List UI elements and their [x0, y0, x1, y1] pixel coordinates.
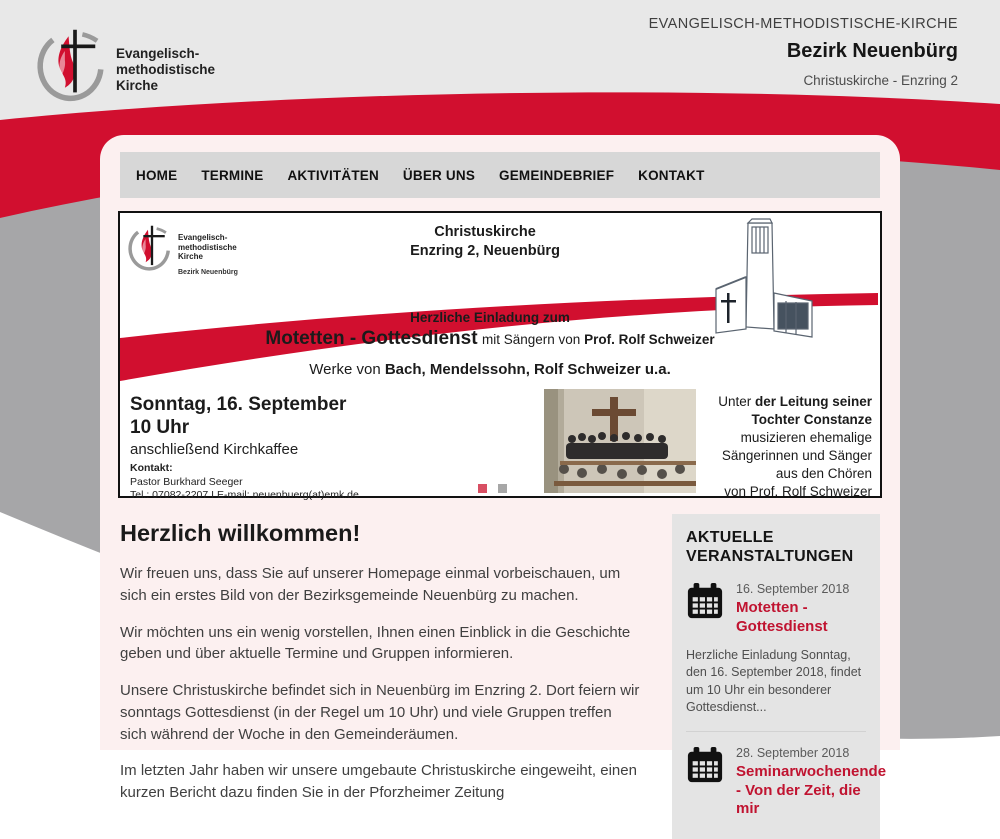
logo-line: Kirche	[116, 77, 159, 93]
intro-paragraph: Wir freuen uns, dass Sie auf unserer Homepage einmal vorbeischauen, um sich ein erstes Bild von der Bezirksgemeinde Neuenbürg zu machen.	[120, 565, 621, 604]
event-description: Herzliche Einladung Sonntag, den 16. September 2018, findet um 10 Uhr ein besonderer Gottesdienst...	[686, 647, 862, 715]
site-header	[0, 0, 1000, 120]
main-column	[120, 514, 642, 839]
works-prefix: Werke von	[309, 361, 385, 378]
side-note-line: Sängerinnen und Sänger	[721, 447, 872, 463]
logo-line: Evangelisch-	[116, 46, 200, 61]
contact-block	[130, 462, 359, 503]
slider-dot-active[interactable]	[478, 484, 487, 493]
banner-location-line: Enzring 2, Neuenbürg	[410, 242, 560, 259]
event-title: Motetten - Gottesdienst	[265, 328, 478, 349]
event-time: 10 Uhr	[130, 417, 190, 439]
event-director: Prof. Rolf Schweizer	[584, 332, 715, 347]
event-link[interactable]: Seminarwochenende - Von der Zeit, die mir	[736, 762, 887, 818]
intro-paragraph: Unsere Christuskirche befindet sich in Neuenbürg im Enzring 2. Dort feiern wir sonntags Gottesdienst (in der Regel um 10 Uhr) und viele Gruppen treffen sich während der Woche in den Gemeinderäumen.	[120, 682, 640, 743]
site-logo[interactable]	[40, 24, 215, 100]
event-date: 16. September 2018	[736, 582, 850, 597]
event-item	[686, 731, 887, 819]
banner-location	[325, 223, 645, 261]
nav-item-kontakt[interactable]: KONTAKT	[638, 167, 705, 183]
event-after-note: anschließend Kirchkaffee	[130, 441, 299, 459]
logo-line: methodistische	[116, 61, 216, 77]
event-title-line	[190, 328, 790, 350]
event-item	[686, 582, 866, 717]
side-note-line: Tochter Constanze	[751, 411, 872, 427]
page-title: Herzlich willkommen!	[120, 520, 361, 546]
main-navigation	[120, 152, 880, 198]
banner-invitation-block	[190, 310, 790, 378]
header-org-block	[649, 16, 958, 88]
nav-item-aktivitaeten[interactable]: AKTIVITÄTEN	[287, 167, 379, 183]
event-date-block	[130, 393, 346, 458]
nav-item-home[interactable]: HOME	[136, 167, 178, 183]
event-banner-slide	[118, 211, 882, 502]
works-line	[190, 361, 790, 378]
nav-item-ueber-uns[interactable]: ÜBER UNS	[402, 167, 476, 183]
banner-logo-line: methodistische	[178, 242, 237, 252]
side-note-line: von Prof. Rolf Schweizer	[724, 483, 872, 499]
org-name: EVANGELISCH-METHODISTISCHE-KIRCHE	[648, 16, 958, 32]
side-note-line: Unter der Leitung seiner	[718, 394, 872, 409]
slider-pagination	[478, 484, 507, 493]
district-title: Bezirk Neuenbürg	[786, 40, 958, 62]
event-date: Sonntag, 16. September	[130, 394, 347, 415]
event-title-suffix: mit Sängern von	[482, 332, 585, 347]
event-date: 28. September 2018	[736, 745, 850, 760]
banner-logo	[130, 221, 238, 276]
invitation-line: Herzliche Einladung zum	[410, 310, 570, 325]
banner-side-note	[692, 393, 872, 501]
banner-logo-line: Evangelisch-	[178, 233, 228, 242]
banner-logo-line: Kirche	[178, 252, 203, 262]
content-area	[100, 498, 900, 839]
sidebar-heading: AKTUELLE VERANSTALTUNGEN	[686, 529, 854, 566]
main-card	[100, 135, 900, 818]
nav-item-termine[interactable]: TERMINE	[201, 167, 264, 183]
logo-text	[116, 46, 215, 94]
side-note-line: aus den Chören	[775, 465, 872, 481]
banner-location-line: Christuskirche	[434, 224, 536, 240]
church-address: Christuskirche - Enzring 2	[803, 73, 958, 88]
emk-cross-flame-icon	[130, 221, 174, 271]
banner-logo-district: Bezirk Neuenbürg	[178, 268, 238, 276]
contact-label: Kontakt:	[130, 462, 173, 474]
banner-logo-text	[178, 233, 238, 262]
contact-details: Tel.: 07082-2207 I E-mail: neuenbuerg(at)emk.de	[130, 489, 359, 502]
contact-name: Pastor Burkhard Seeger	[130, 475, 243, 488]
side-note-line: musizieren ehemalige	[740, 429, 872, 445]
event-link[interactable]: Motetten - Gottesdienst	[736, 599, 828, 636]
intro-paragraph: Im letzten Jahr haben wir unsere umgebaute Christuskirche eingeweiht, einen kurzen Bericht dazu finden Sie in der Pforzheimer Zeitung	[120, 762, 637, 801]
intro-paragraph: Wir möchten uns ein wenig vorstellen, Ihnen einen Einblick in die Geschichte geben und über aktuelle Termine und Gruppen informieren.	[120, 623, 631, 663]
slider-dot[interactable]	[498, 484, 507, 493]
calendar-icon	[686, 582, 724, 620]
calendar-icon	[686, 746, 724, 784]
events-sidebar	[672, 514, 887, 839]
emk-cross-flame-icon	[40, 24, 110, 100]
choir-photo	[544, 389, 696, 493]
works-composers: Bach, Mendelssohn, Rolf Schweizer u.a.	[384, 361, 671, 378]
nav-item-gemeindebrief[interactable]: GEMEINDEBRIEF	[499, 167, 615, 183]
